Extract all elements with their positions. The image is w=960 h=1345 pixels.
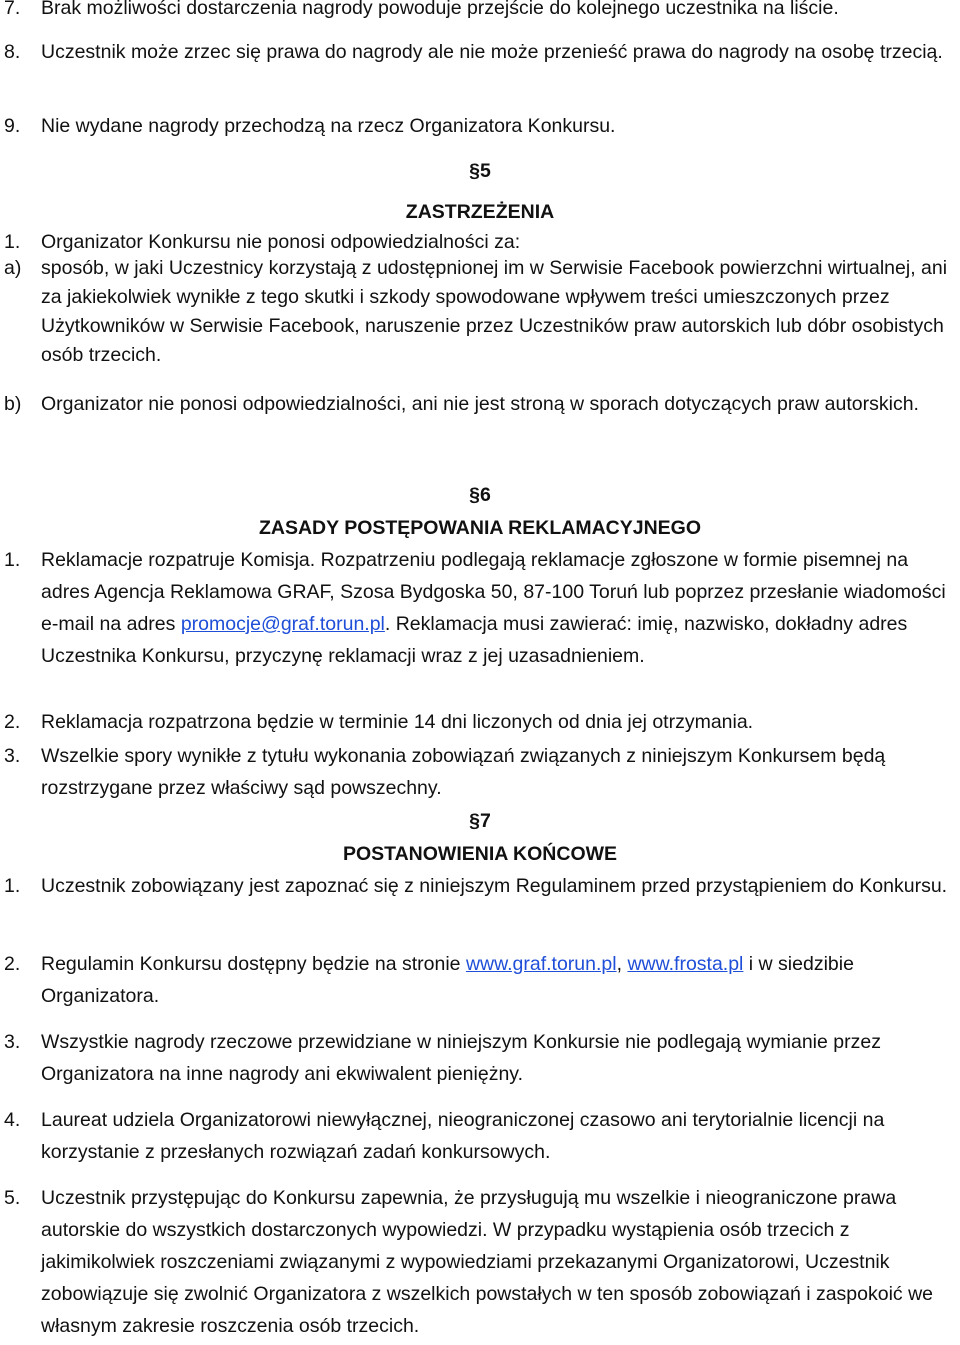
- item-number: 9.: [4, 115, 21, 137]
- item-text: Wszelkie spory wynikłe z tytułu wykonania zobowiązań związanych z niniejszym Konkursem będą rozstrzygane przez właściwy sąd powszechny.: [41, 745, 886, 799]
- item-number: 3.: [4, 745, 21, 767]
- s7-list-item-3: [4, 1026, 954, 1090]
- item-text: Uczestnik może zrzec się prawa do nagrody ale nie może przenieść prawa do nagrody na osobę trzecią.: [41, 41, 943, 63]
- item-text-part: ,: [616, 953, 628, 975]
- item-number: 5.: [4, 1187, 21, 1209]
- s6-list-item-3: [4, 740, 954, 804]
- section-6-title: ZASADY POSTĘPOWANIA REKLAMACYJNEGO: [258, 517, 702, 539]
- section-5-mark: §5: [469, 160, 491, 182]
- item-number: 4.: [4, 1109, 21, 1131]
- frosta-website-link[interactable]: www.frosta.pl: [627, 953, 744, 975]
- s5-list-item-b: [4, 388, 954, 420]
- item-number: 1.: [4, 231, 21, 253]
- list-item-7: [4, 0, 954, 24]
- item-text: Organizator nie ponosi odpowiedzialności, ani nie jest stroną w sporach dotyczących praw autorskich.: [41, 393, 919, 415]
- list-item-9: [4, 110, 954, 142]
- graf-website-link[interactable]: www.graf.torun.pl: [465, 953, 617, 975]
- item-text: [41, 544, 954, 672]
- item-text: Wszystkie nagrody rzeczowe przewidziane w niniejszym Konkursie nie podlegają wymianie przez Organizatora na inne nagrody ani ekwiwalent pieniężny.: [41, 1031, 881, 1085]
- item-text-part: Regulamin Konkursu dostępny będzie na stronie: [41, 953, 466, 975]
- item-text: Laureat udziela Organizatorowi niewyłącznej, nieograniczonej czasowo ani terytorialnie licencji na korzystanie z przesłanych rozwiązań zadań konkursowych.: [41, 1109, 885, 1163]
- item-number: 8.: [4, 41, 21, 63]
- item-text: Reklamacja rozpatrzona będzie w terminie 14 dni liczonych od dnia jej otrzymania.: [41, 711, 754, 733]
- item-text: Nie wydane nagrody przechodzą na rzecz Organizatora Konkursu.: [41, 115, 616, 137]
- section-7-mark: §7: [469, 810, 491, 832]
- item-text-part: . Reklamacja musi zawierać: imię, nazwisko, dokładny adres Uczestnika Konkursu, przyczynę reklamacji wraz z jej uzasadnieniem.: [41, 613, 908, 667]
- s7-list-item-5: [4, 1182, 954, 1342]
- item-letter: b): [4, 393, 22, 415]
- item-text-part: Reklamacje rozpatruje Komisja. Rozpatrzeniu podlegają reklamacje zgłoszone w formie pisemnej na adres Agencja Reklamowa GRAF, Szosa Bydgoska 50, 87-100 Toruń lub poprzez przesłanie wiadomości e-mail na adres: [41, 549, 946, 635]
- s7-list-item-1: [4, 870, 954, 902]
- item-text-part: i w siedzibie Organizatora.: [41, 953, 854, 1007]
- item-letter: a): [4, 257, 22, 279]
- s6-list-item-2: [4, 706, 954, 738]
- s7-list-item-4: [4, 1104, 954, 1168]
- item-text: Uczestnik przystępując do Konkursu zapewnia, że przysługują mu wszelkie i nieograniczone prawa autorskie do wszystkich dostarczonych wypowiedzi. W przypadku wystąpienia osób trzecich z jakimikolwiek roszczeniami związanymi z wypowiedziami przekazanymi Organizatorowi, Uczestnik zobowiązuje się zwolnić Organizatora z wszelkich powstałych w ten sposób zobowiązań i zaspokoić we własnym zakresie roszczenia osób trzecich.: [41, 1187, 934, 1337]
- item-number: 7.: [4, 0, 21, 19]
- item-number: 1.: [4, 549, 21, 571]
- list-item-8: [4, 36, 954, 68]
- item-text: Brak możliwości dostarczenia nagrody powoduje przejście do kolejnego uczestnika na liście.: [41, 0, 839, 19]
- s7-list-item-2: [4, 948, 954, 1012]
- item-text: sposób, w jaki Uczestnicy korzystają z udostępnionej im w Serwisie Facebook powierzchni wirtualnej, ani za jakiekolwiek wynikłe z tego skutki i szkody spowodowane wpływem treści umieszczonych przez Użytkowników w Serwisie Facebook, naruszenie przez Uczestników praw autorskich lub dóbr osobistych osób trzecich.: [41, 257, 948, 366]
- s6-list-item-1: [4, 544, 954, 672]
- section-7-title: POSTANOWIENIA KOŃCOWE: [342, 843, 618, 865]
- item-number: 1.: [4, 875, 21, 897]
- section-6-mark: §6: [469, 484, 491, 506]
- item-number: 2.: [4, 711, 21, 733]
- s5-list-item-a: [4, 254, 954, 370]
- section-5-title: ZASTRZEŻENIA: [405, 201, 555, 223]
- email-link[interactable]: promocje@graf.torun.pl: [180, 613, 385, 635]
- item-text: [41, 948, 954, 1012]
- item-number: 3.: [4, 1031, 21, 1053]
- item-text: Uczestnik zobowiązany jest zapoznać się z niniejszym Regulaminem przed przystąpieniem do Konkursu.: [41, 875, 948, 897]
- item-text: Organizator Konkursu nie ponosi odpowiedzialności za:: [41, 231, 521, 253]
- item-number: 2.: [4, 953, 21, 975]
